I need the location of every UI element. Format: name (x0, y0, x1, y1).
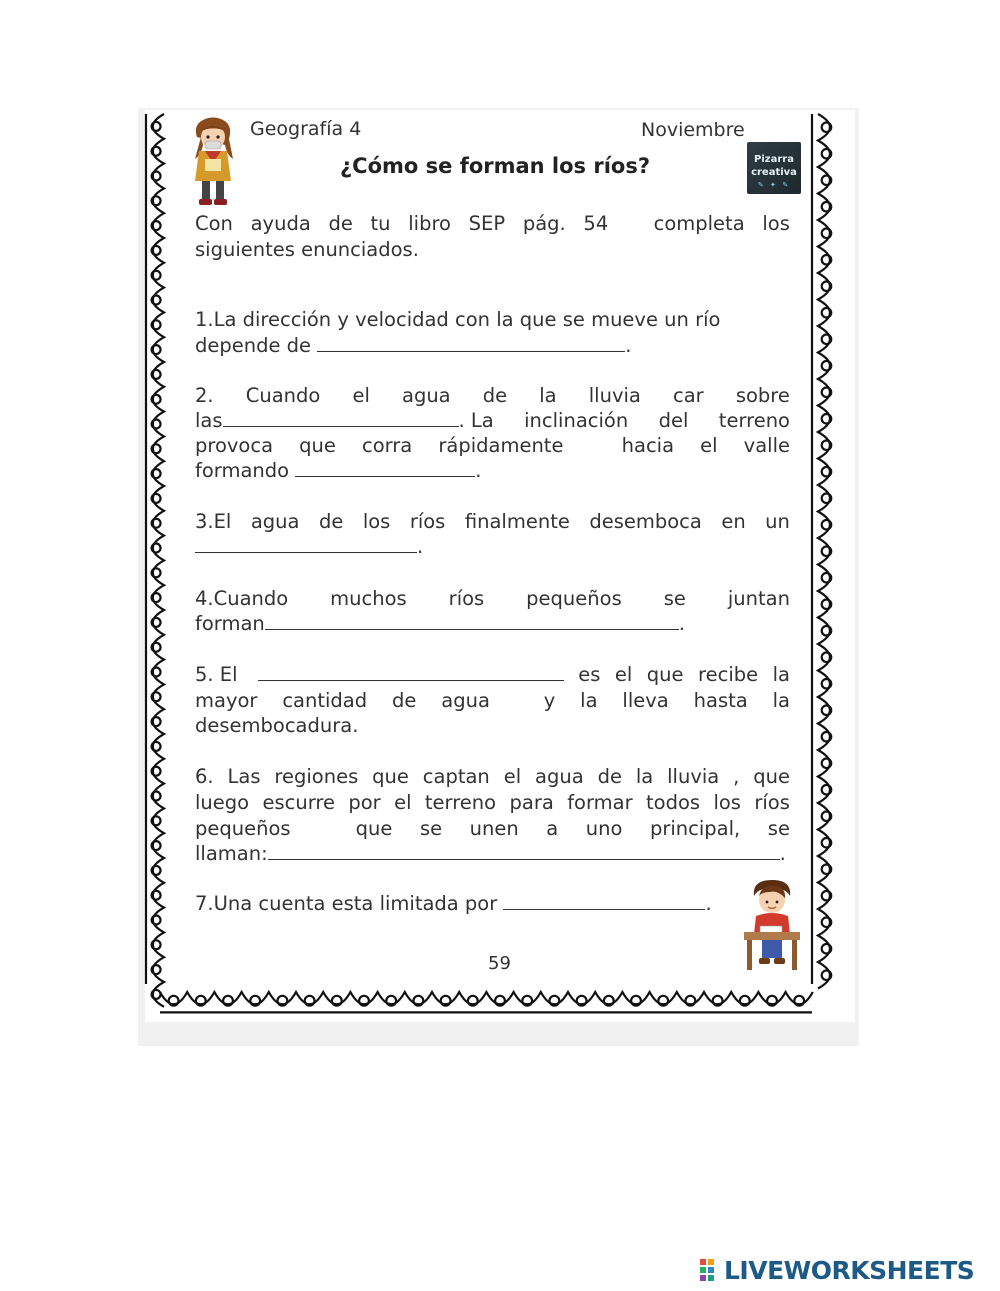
question-3-line-2: . (195, 534, 423, 559)
pizarra-creativa-logo-icon: Pizarra creativa ✎ ✦ ✎ (747, 142, 801, 194)
question-5-line-2: mayor cantidad de agua y la lleva hasta la (195, 689, 790, 712)
question-6-line-3: pequeños que se unen a uno principal, se (195, 817, 790, 840)
liveworksheets-text: LIVEWORKSHEETS (724, 1255, 975, 1285)
instructions-line-1: Con ayuda de tu libro SEP pág. 54 completa los (195, 212, 790, 235)
page-number: 59 (488, 953, 511, 974)
badge-line-2: creativa (751, 167, 797, 178)
answer-blank-4[interactable] (195, 534, 417, 553)
question-1-line-2: depende de . (195, 334, 632, 357)
question-1-line-1: 1.La dirección y velocidad con la que se mueve un río (195, 308, 721, 331)
question-5-line-1: 5. El es el que recibe la (195, 663, 790, 686)
subject-label: Geografía 4 (250, 118, 362, 140)
boy-at-desk-illustration-icon (742, 876, 802, 972)
answer-blank-5[interactable] (265, 611, 679, 630)
question-6-line-1: 6. Las regiones que captan el agua de la lluvia , que (195, 765, 790, 788)
liveworksheets-brand (700, 1255, 974, 1285)
answer-blank-2[interactable] (223, 408, 459, 427)
girl-illustration-icon (187, 115, 239, 207)
answer-blank-6[interactable] (258, 662, 564, 681)
question-3-line-1: 3.El agua de los ríos finalmente desemboca en un (195, 510, 790, 533)
liveworksheets-logo-icon (700, 1259, 722, 1281)
question-2-line-1: 2. Cuando el agua de la lluvia car sobre (195, 384, 790, 407)
question-2-line-2: las . La inclinación del terreno (195, 409, 790, 432)
question-4-line-2: forman . (195, 612, 685, 635)
question-5-line-3: desembocadura. (195, 714, 359, 737)
instructions-line-2: siguientes enunciados. (195, 238, 419, 261)
worksheet-title: ¿Cómo se forman los ríos? (340, 154, 651, 178)
answer-blank-3[interactable] (295, 458, 475, 477)
question-4-line-1: 4.Cuando muchos ríos pequeños se juntan (195, 587, 790, 610)
question-7-line: 7.Una cuenta esta limitada por . (195, 892, 712, 915)
question-6-line-4: llaman: . (195, 842, 786, 865)
question-2-line-4: formando . (195, 459, 482, 482)
month-label: Noviembre (641, 119, 745, 141)
question-6-line-2: luego escurre por el terreno para formar todos los ríos (195, 791, 790, 814)
badge-line-1: Pizarra (754, 154, 794, 165)
answer-blank-1[interactable] (317, 333, 625, 352)
answer-blank-7[interactable] (268, 841, 780, 860)
answer-blank-8[interactable] (503, 891, 705, 910)
question-2-line-3: provoca que corra rápidamente hacia el valle (195, 434, 790, 457)
